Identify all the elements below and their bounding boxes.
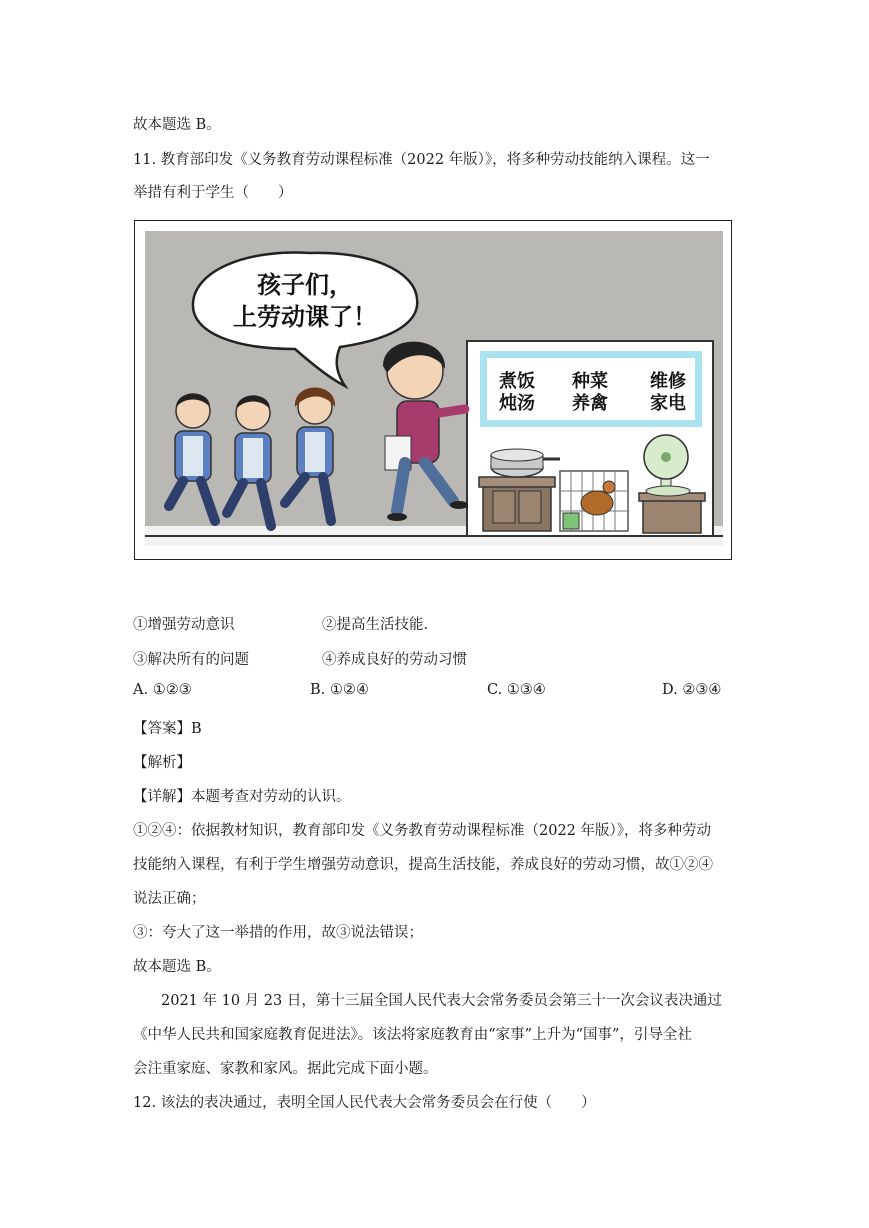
statement-4: ④养成良好的劳动习惯 <box>322 652 467 668</box>
question-11-line-1: 11. 教育部印发《义务教育劳动课程标准（2022 年版）》，将多种劳动技能纳入课程。这一 <box>133 152 710 168</box>
option-a: A. ①②③ <box>133 682 192 698</box>
conclusion-line: 故本题选 B。 <box>133 959 221 975</box>
explanation-line-4: ③：夸大了这一举措的作用，故③说法错误； <box>133 925 423 941</box>
speech-bubble-line-1: 孩子们， <box>257 271 353 299</box>
board-label-soup: 炖汤 <box>499 393 535 414</box>
detail-line: 【详解】本题考查对劳动的认识。 <box>133 789 351 805</box>
explanation-line-3: 说法正确； <box>133 891 206 907</box>
board-label-appliances: 家电 <box>650 393 686 414</box>
statement-2: ②提高生活技能. <box>322 617 429 633</box>
speech-bubble-line-2: 上劳动课了！ <box>233 303 377 331</box>
answer-line: 【答案】B <box>133 721 202 737</box>
question-11-line-2: 举措有利于学生（ ） <box>133 185 293 201</box>
analysis-heading: 【解析】 <box>133 755 191 771</box>
option-b: B. ①②④ <box>310 682 369 698</box>
statement-3: ③解决所有的问题 <box>133 652 249 668</box>
material-line-3: 会注重家庭、家教和家风。据此完成下面小题。 <box>133 1061 438 1077</box>
board-label-poultry: 养禽 <box>572 393 608 414</box>
board-label-cooking: 煮饭 <box>499 371 535 392</box>
option-d: D. ②③④ <box>662 682 722 698</box>
statement-1: ①增强劳动意识 <box>133 617 235 633</box>
explanation-line-1: ①②④：依据教材知识，教育部印发《义务教育劳动课程标准（2022 年版）》，将多种劳动 <box>133 823 712 839</box>
cartoon-illustration <box>135 221 732 560</box>
option-c: C. ①③④ <box>487 682 546 698</box>
question-12-line: 12. 该法的表决通过，表明全国人民代表大会常务委员会在行使（ ） <box>133 1095 596 1111</box>
text-line: 故本题选 B。 <box>133 117 221 133</box>
explanation-line-2: 技能纳入课程，有利于学生增强劳动意识，提高生活技能，养成良好的劳动习惯，故①②④ <box>133 857 713 873</box>
board-label-repair: 维修 <box>650 371 686 392</box>
material-line-2: 《中华人民共和国家庭教育促进法》。该法将家庭教育由“家事”上升为“国事”，引导全社 <box>133 1027 692 1043</box>
board-label-planting: 种菜 <box>572 371 608 392</box>
labor-class-cartoon <box>134 220 732 560</box>
material-line-1: 2021 年 10 月 23 日，第十三届全国人民代表大会常务委员会第三十一次会议表决通过 <box>161 993 722 1009</box>
